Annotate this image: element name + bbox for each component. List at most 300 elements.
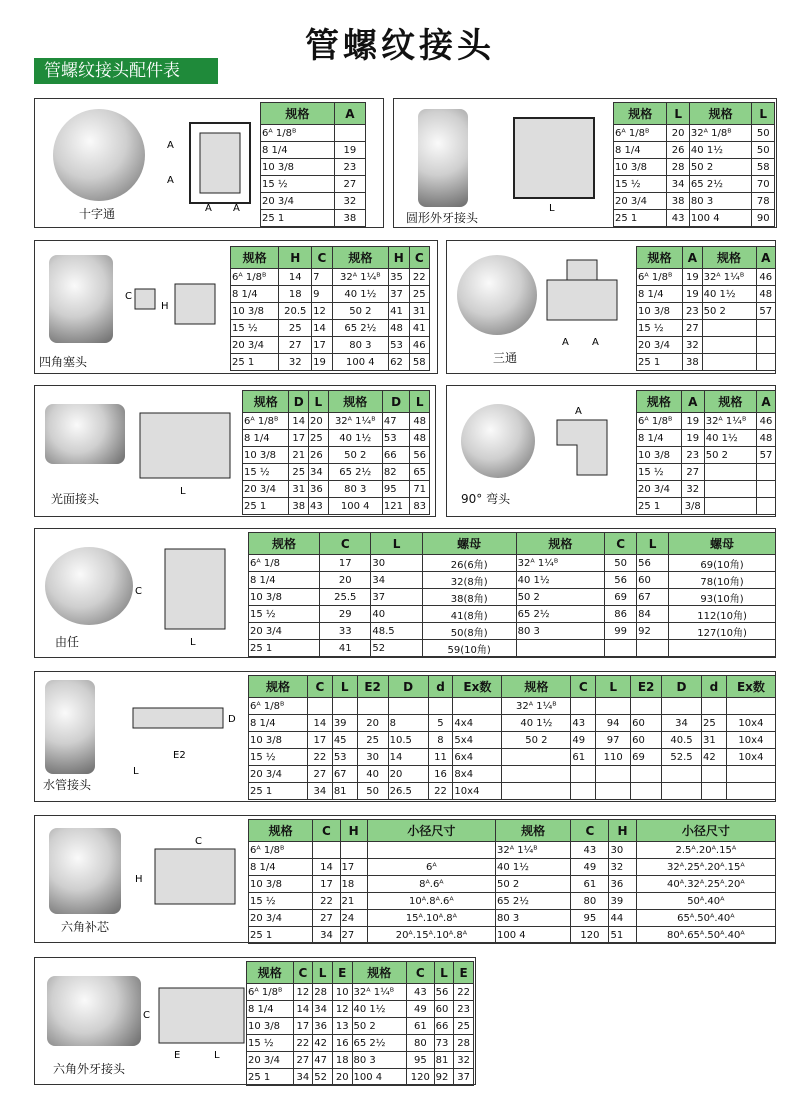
- table-cell: 41(8角): [422, 606, 516, 623]
- table-cell: 6ᴬ 1/8ᴮ: [614, 125, 667, 142]
- table-cell: 49: [571, 732, 596, 749]
- table-cell: [757, 481, 776, 498]
- table-cell: 32ᴬ 1¼ᴮ: [702, 269, 756, 286]
- table-row: [637, 303, 776, 320]
- table-cell: 15ᴬ.10ᴬ.8ᴬ: [367, 910, 495, 927]
- svg-text:C: C: [135, 586, 142, 597]
- table-row: [261, 125, 366, 142]
- hose-nipple-photo: [45, 680, 95, 774]
- elbow-photo: [461, 404, 535, 478]
- table-cell: [332, 698, 357, 715]
- table-header-cell: d: [428, 676, 453, 698]
- table-cell: 69: [631, 749, 662, 766]
- table-row: [614, 193, 775, 210]
- table-cell: 57: [756, 303, 775, 320]
- table-cell: 44: [609, 910, 636, 927]
- table-row: [231, 320, 430, 337]
- table-header-cell: H: [389, 247, 409, 269]
- table-cell: 16: [332, 1035, 352, 1052]
- table-cell: 15 ½: [243, 464, 289, 481]
- table-header-cell: A: [334, 103, 365, 125]
- table-cell: 110: [596, 749, 631, 766]
- table-cell: 120: [571, 927, 609, 944]
- table-header-cell: 规格: [637, 247, 683, 269]
- svg-text:C: C: [125, 291, 132, 302]
- table-cell: 40ᴬ.32ᴬ.25ᴬ.20ᴬ: [636, 876, 775, 893]
- svg-text:D: D: [228, 714, 236, 725]
- table-cell: [662, 698, 702, 715]
- table-header-cell: 规格: [249, 533, 320, 555]
- svg-text:A: A: [167, 140, 174, 151]
- table-cell: 17: [313, 876, 340, 893]
- table-cell: 34: [309, 464, 329, 481]
- svg-text:L: L: [549, 203, 555, 213]
- table-cell: 10 3/8: [247, 1018, 294, 1035]
- table-cell: 23: [681, 447, 704, 464]
- table-cell: 8 1/4: [249, 715, 308, 732]
- table-header-cell: L: [313, 962, 333, 984]
- table-cell: [702, 337, 756, 354]
- table-cell: 6ᴬ 1/8ᴮ: [249, 698, 308, 715]
- table-row: [243, 498, 430, 515]
- svg-text:H: H: [135, 874, 143, 885]
- table-cell: 30: [609, 842, 636, 859]
- table-header-cell: 规格: [352, 962, 406, 984]
- table-cell: 32ᴬ 1¼ᴮ: [352, 984, 406, 1001]
- plain-coupling-photo: [45, 404, 125, 464]
- table-cell: 15 ½: [637, 320, 683, 337]
- table-row: [249, 927, 776, 944]
- table-cell: [662, 766, 702, 783]
- svg-text:H: H: [161, 301, 169, 312]
- table-cell: [726, 783, 775, 800]
- table-cell: [756, 320, 775, 337]
- table-cell: 39: [609, 893, 636, 910]
- table-cell: 53: [382, 430, 410, 447]
- table-header-row: [249, 676, 776, 698]
- table-cell: 10 3/8: [261, 159, 335, 176]
- table-cell: 16: [428, 766, 453, 783]
- table-header-cell: E: [332, 962, 352, 984]
- table-cell: 25: [409, 286, 429, 303]
- table-header-cell: 规格: [689, 103, 752, 125]
- spec-table: [248, 675, 776, 800]
- table-cell: 15 ½: [614, 176, 667, 193]
- table-cell: 24: [340, 910, 367, 927]
- hex-bushing-photo: [49, 828, 121, 914]
- table-cell: 23: [334, 159, 365, 176]
- table-cell: 10 3/8: [249, 589, 320, 606]
- table-cell: 20 3/4: [261, 193, 335, 210]
- table-cell: 23: [683, 303, 702, 320]
- table-cell: 41: [409, 320, 429, 337]
- table-cell: 81: [434, 1052, 454, 1069]
- table-cell: 32ᴬ 1¼ᴮ: [502, 698, 571, 715]
- table-cell: 9: [312, 286, 332, 303]
- table-cell: 56: [434, 984, 454, 1001]
- table-header-cell: A: [681, 391, 704, 413]
- table-cell: 32ᴬ 1¼ᴮ: [704, 413, 756, 430]
- table-cell: 10x4: [726, 732, 775, 749]
- table-cell: 80 3: [332, 337, 389, 354]
- table-row: [637, 464, 776, 481]
- svg-text:A: A: [233, 203, 240, 213]
- table-header-row: [637, 391, 776, 413]
- table-header-cell: 规格: [247, 962, 294, 984]
- table-cell: 95: [407, 1052, 435, 1069]
- table-cell: 6ᴬ: [367, 859, 495, 876]
- svg-text:A: A: [562, 337, 569, 348]
- table-cell: 5: [428, 715, 453, 732]
- spec-table: [248, 532, 776, 657]
- table-cell: 27: [313, 910, 340, 927]
- table-cell: 50: [605, 555, 637, 572]
- table-header-cell: 规格: [702, 247, 756, 269]
- table-row: [261, 176, 366, 193]
- table-cell: 46: [756, 269, 775, 286]
- table-cell: 15 ½: [261, 176, 335, 193]
- table-cell: 20: [309, 413, 329, 430]
- table-cell: 43: [309, 498, 329, 515]
- table-row: [261, 193, 366, 210]
- table-cell: [605, 640, 637, 657]
- table-cell: 121: [382, 498, 410, 515]
- square-plug-photo: [49, 255, 113, 343]
- tee-drawing-icon: [537, 255, 627, 355]
- table-header-cell: 规格: [496, 820, 571, 842]
- table-cell: 20 3/4: [637, 481, 682, 498]
- table-cell: 20: [332, 1069, 352, 1086]
- table-cell: [757, 464, 776, 481]
- table-cell: 58: [752, 159, 775, 176]
- table-cell: 32: [454, 1052, 474, 1069]
- table-cell: 20: [357, 715, 388, 732]
- table-cell: 81: [332, 783, 357, 800]
- table-cell: 7: [312, 269, 332, 286]
- table-cell: [702, 320, 756, 337]
- table-cell: 32: [279, 354, 312, 371]
- table-row: [249, 893, 776, 910]
- table-header-cell: C: [605, 533, 637, 555]
- table-cell: 49: [571, 859, 609, 876]
- table-cell: 38(8角): [422, 589, 516, 606]
- table-cell: 120: [407, 1069, 435, 1086]
- spec-table: [230, 246, 430, 371]
- table-cell: 8: [388, 715, 428, 732]
- table-cell: 65 2½: [352, 1035, 406, 1052]
- table-row: [247, 1035, 474, 1052]
- table-cell: [669, 640, 776, 657]
- table-cell: 26(6角): [422, 555, 516, 572]
- table-cell: 20 3/4: [243, 481, 289, 498]
- table-cell: 27: [681, 464, 704, 481]
- table-cell: 40 1½: [496, 859, 571, 876]
- table-header-cell: Ex数: [726, 676, 775, 698]
- table-row: [637, 286, 776, 303]
- table-header-cell: 规格: [249, 676, 308, 698]
- table-cell: 32ᴬ.25ᴬ.20ᴬ.15ᴬ: [636, 859, 775, 876]
- table-cell: 42: [702, 749, 727, 766]
- table-cell: 32ᴬ 1¼ᴮ: [516, 555, 605, 572]
- table-cell: 57: [757, 447, 776, 464]
- table-header-cell: E2: [631, 676, 662, 698]
- table-cell: 39: [332, 715, 357, 732]
- table-cell: 40 1½: [352, 1001, 406, 1018]
- table-cell: 32: [334, 193, 365, 210]
- table-header-cell: L: [410, 391, 430, 413]
- table-header-cell: L: [752, 103, 775, 125]
- table-cell: 92: [637, 623, 669, 640]
- table-cell: 19: [683, 286, 702, 303]
- table-cell: 8x4: [453, 766, 502, 783]
- table-cell: 20: [320, 572, 371, 589]
- table-cell: 20: [667, 125, 690, 142]
- table-header-cell: A: [756, 247, 775, 269]
- table-cell: 40: [371, 606, 422, 623]
- table-header-cell: D: [382, 391, 410, 413]
- table-cell: 25 1: [261, 210, 335, 227]
- table-cell: 100 4: [689, 210, 752, 227]
- table-row: [249, 698, 776, 715]
- table-cell: 48: [410, 430, 430, 447]
- table-cell: 50(8角): [422, 623, 516, 640]
- table-row: [249, 732, 776, 749]
- table-header-cell: C: [320, 533, 371, 555]
- table-cell: 21: [289, 447, 309, 464]
- table-cell: 50ᴬ.40ᴬ: [636, 893, 775, 910]
- table-cell: 47: [313, 1052, 333, 1069]
- table-cell: 6ᴬ 1/8ᴮ: [231, 269, 279, 286]
- table-cell: 67: [332, 766, 357, 783]
- table-cell: 37: [371, 589, 422, 606]
- table-header-row: [231, 247, 430, 269]
- table-row: [249, 572, 776, 589]
- table-cell: 6ᴬ 1/8ᴮ: [261, 125, 335, 142]
- tee-photo: [457, 255, 537, 335]
- section-caption: 光面接头: [51, 492, 100, 506]
- table-cell: [516, 640, 605, 657]
- table-row: [243, 430, 430, 447]
- table-cell: 27: [307, 766, 332, 783]
- table-row: [614, 142, 775, 159]
- table-cell: 38: [667, 193, 690, 210]
- table-cell: 48.5: [371, 623, 422, 640]
- table-cell: [313, 842, 340, 859]
- svg-text:A: A: [575, 406, 582, 417]
- table-cell: [757, 498, 776, 515]
- table-cell: 38: [289, 498, 309, 515]
- table-cell: [631, 783, 662, 800]
- table-header-cell: 规格: [516, 533, 605, 555]
- table-row: [637, 354, 776, 371]
- table-cell: 25: [309, 430, 329, 447]
- table-cell: 42: [313, 1035, 333, 1052]
- table-cell: 10 3/8: [231, 303, 279, 320]
- section-caption: 由任: [55, 635, 80, 649]
- table-cell: 48: [756, 286, 775, 303]
- table-cell: 78(10角): [669, 572, 776, 589]
- table-cell: 40: [357, 766, 388, 783]
- table-cell: 19: [334, 142, 365, 159]
- table-cell: 40 1½: [328, 430, 382, 447]
- table-cell: [596, 698, 631, 715]
- table-cell: 66: [382, 447, 410, 464]
- table-cell: 10x4: [726, 715, 775, 732]
- table-cell: 27: [340, 927, 367, 944]
- table-header-cell: 小径尺寸: [367, 820, 495, 842]
- table-cell: 36: [309, 481, 329, 498]
- table-cell: 95: [382, 481, 410, 498]
- table-cell: [357, 698, 388, 715]
- table-header-row: [247, 962, 474, 984]
- table-header-cell: A: [683, 247, 702, 269]
- table-header-cell: L: [434, 962, 454, 984]
- table-cell: 50 2: [704, 447, 756, 464]
- table-cell: 29: [320, 606, 371, 623]
- table-cell: [428, 698, 453, 715]
- table-row: [243, 481, 430, 498]
- table-cell: 40 1½: [516, 572, 605, 589]
- hose-nipple-drawing-icon: [113, 688, 243, 778]
- table-cell: 50 2: [516, 589, 605, 606]
- table-row: [614, 125, 775, 142]
- table-header-cell: Ex数: [453, 676, 502, 698]
- table-row: [249, 859, 776, 876]
- table-row: [249, 640, 776, 657]
- table-cell: [596, 766, 631, 783]
- table-cell: 20 3/4: [249, 623, 320, 640]
- table-cell: 15 ½: [249, 893, 313, 910]
- table-cell: 19: [312, 354, 332, 371]
- table-cell: 19: [681, 430, 704, 447]
- table-cell: 80 3: [352, 1052, 406, 1069]
- table-cell: 32ᴬ 1¼ᴮ: [496, 842, 571, 859]
- table-cell: 20 3/4: [249, 766, 308, 783]
- table-cell: 25: [702, 715, 727, 732]
- table-cell: 14: [313, 859, 340, 876]
- table-cell: 15 ½: [247, 1035, 294, 1052]
- table-row: [247, 984, 474, 1001]
- table-cell: 15 ½: [637, 464, 682, 481]
- table-cell: 4x4: [453, 715, 502, 732]
- table-cell: 19: [683, 269, 702, 286]
- table-cell: [502, 766, 571, 783]
- table-row: [637, 337, 776, 354]
- table-cell: 22: [409, 269, 429, 286]
- table-cell: [596, 783, 631, 800]
- table-cell: 90: [752, 210, 775, 227]
- table-cell: 48: [410, 413, 430, 430]
- table-cell: 43: [571, 842, 609, 859]
- table-row: [249, 715, 776, 732]
- table-cell: 100 4: [332, 354, 389, 371]
- table-cell: 94: [596, 715, 631, 732]
- table-cell: 65 2½: [516, 606, 605, 623]
- table-cell: 52: [371, 640, 422, 657]
- table-cell: 84: [637, 606, 669, 623]
- svg-text:A: A: [592, 337, 599, 348]
- table-header-cell: C: [312, 247, 332, 269]
- table-header-cell: C: [313, 820, 340, 842]
- table-cell: 10 3/8: [243, 447, 289, 464]
- table-row: [614, 159, 775, 176]
- table-row: [231, 269, 430, 286]
- table-cell: 28: [313, 984, 333, 1001]
- table-cell: 41: [320, 640, 371, 657]
- table-cell: 32: [683, 337, 702, 354]
- table-cell: 25 1: [249, 927, 313, 944]
- table-header-cell: C: [571, 820, 609, 842]
- table-cell: 20 3/4: [614, 193, 667, 210]
- table-header-cell: 规格: [231, 247, 279, 269]
- table-cell: 31: [409, 303, 429, 320]
- table-cell: [704, 498, 756, 515]
- table-cell: 32(8角): [422, 572, 516, 589]
- svg-text:L: L: [214, 1050, 220, 1061]
- table-header-cell: C: [409, 247, 429, 269]
- table-cell: 62: [389, 354, 409, 371]
- table-cell: 28: [454, 1035, 474, 1052]
- table-header-cell: H: [609, 820, 636, 842]
- table-row: [243, 464, 430, 481]
- table-cell: 17: [320, 555, 371, 572]
- table-cell: 8 1/4: [247, 1001, 294, 1018]
- table-cell: [502, 749, 571, 766]
- table-cell: 27: [293, 1052, 313, 1069]
- table-cell: [388, 698, 428, 715]
- table-row: [243, 413, 430, 430]
- table-cell: 26: [667, 142, 690, 159]
- table-row: [247, 1052, 474, 1069]
- plain-coupling-drawing-icon: [135, 408, 235, 498]
- table-cell: 10 3/8: [614, 159, 667, 176]
- table-cell: 127(10角): [669, 623, 776, 640]
- table-cell: 18: [279, 286, 312, 303]
- section-caption: 水管接头: [43, 778, 92, 792]
- elbow-drawing-icon: [547, 400, 627, 490]
- table-cell: 40 1½: [704, 430, 756, 447]
- table-cell: 25: [454, 1018, 474, 1035]
- table-cell: [726, 698, 775, 715]
- table-row: [243, 447, 430, 464]
- section-caption: 90° 弯头: [461, 492, 511, 506]
- table-row: [249, 766, 776, 783]
- table-cell: 6ᴬ 1/8ᴮ: [637, 413, 682, 430]
- table-cell: 15 ½: [231, 320, 279, 337]
- section-caption: 十字通: [79, 207, 116, 221]
- table-cell: 34: [293, 1069, 313, 1086]
- table-cell: 43: [667, 210, 690, 227]
- table-cell: 25 1: [249, 640, 320, 657]
- table-cell: 61: [571, 876, 609, 893]
- table-cell: [571, 698, 596, 715]
- table-cell: 12: [293, 984, 313, 1001]
- table-cell: 20 3/4: [247, 1052, 294, 1069]
- table-cell: 14: [289, 413, 309, 430]
- table-cell: 25 1: [243, 498, 289, 515]
- table-cell: 34: [371, 572, 422, 589]
- table-cell: [453, 698, 502, 715]
- table-cell: 41: [389, 303, 409, 320]
- table-cell: 8 1/4: [249, 859, 313, 876]
- table-cell: 50 2: [328, 447, 382, 464]
- table-cell: 14: [388, 749, 428, 766]
- table-cell: 95: [571, 910, 609, 927]
- table-row: [249, 783, 776, 800]
- table-cell: 27: [334, 176, 365, 193]
- table-cell: [307, 698, 332, 715]
- table-cell: 38: [683, 354, 702, 371]
